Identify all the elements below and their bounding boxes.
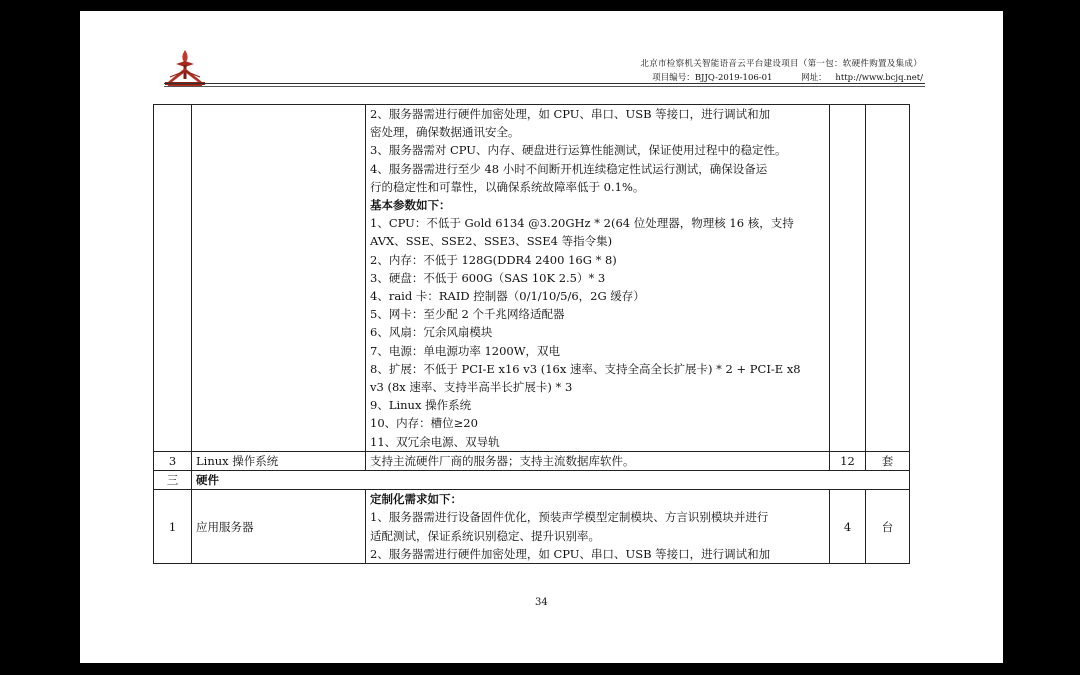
item-quantity: 4 (830, 490, 866, 564)
table-row (154, 471, 910, 490)
description-line: 密处理，确保数据通讯安全。 (370, 125, 520, 140)
item-number (154, 105, 192, 452)
header-rule (164, 83, 925, 84)
description-line: 2、服务器需进行硬件加密处理，如 CPU、串口、USB 等接口，进行调试和加 (370, 546, 771, 561)
item-quantity: 12 (830, 451, 866, 470)
description-line: 1、CPU：不低于 Gold 6134 @3.20GHz * 2(64 位处理器，物理核 16 核，支持 (370, 216, 794, 231)
item-unit: 套 (866, 451, 910, 470)
item-unit: 台 (866, 490, 910, 564)
description-line: 3、服务器需对 CPU、内存、硬盘进行运算性能测试，保证使用过程中的稳定性。 (370, 143, 787, 158)
table-row (154, 451, 910, 470)
section-title: 硬件 (192, 471, 910, 490)
table-row (154, 105, 910, 452)
spec-table (153, 104, 910, 564)
item-name: 应用服务器 (192, 490, 366, 564)
header-title: 北京市检察机关智能语音云平台建设项目（第一包：软硬件购置及集成） (640, 59, 922, 69)
item-description (366, 490, 830, 564)
item-quantity (830, 105, 866, 452)
description-line: 4、raid 卡：RAID 控制器（0/1/10/5/6，2G 缓存） (370, 289, 645, 304)
description-line: v3 (8x 速率、支持半高半长扩展卡) * 3 (370, 380, 573, 395)
description-line: 11、双冗余电源、双导轨 (370, 434, 500, 449)
website-label: 网址： (801, 73, 827, 83)
project-no-label: 项目编号： (652, 73, 695, 83)
description-line: 3、硬盘：不低于 600G（SAS 10K 2.5）* 3 (370, 270, 606, 285)
item-unit (866, 105, 910, 452)
item-description (366, 105, 830, 452)
project-no: BJJQ-2019-106-01 (694, 73, 773, 83)
section-number: 三 (154, 471, 192, 490)
page-number: 34 (535, 597, 548, 608)
description-line: 6、风扇：冗余风扇模块 (370, 325, 493, 340)
item-description (366, 451, 830, 470)
description-line: 2、服务器需进行硬件加密处理，如 CPU、串口、USB 等接口，进行调试和加 (370, 107, 771, 121)
description-line: 2、内存：不低于 128G(DDR4 2400 16G * 8) (370, 252, 617, 267)
description-line: 5、网卡：至少配 2 个千兆网络适配器 (370, 307, 565, 322)
item-number: 1 (154, 490, 192, 564)
item-name: Linux 操作系统 (192, 451, 366, 470)
description-line: 定制化需求如下： (370, 492, 462, 507)
header-rule-thin (164, 86, 925, 87)
header-meta (646, 71, 923, 83)
description-line: 适配测试，保证系统识别稳定、提升识别率。 (370, 528, 600, 543)
description-line: 支持主流硬件厂商的服务器；支持主流数据库软件。 (370, 453, 635, 468)
description-line: 行的稳定性和可靠性，以确保系统故障率低于 0.1%。 (370, 179, 645, 194)
description-line: 9、Linux 操作系统 (370, 398, 472, 413)
website-link[interactable]: http://www.bcjq.net/ (835, 73, 923, 83)
description-line: 7、电源：单电源功率 1200W，双电 (370, 343, 561, 358)
description-line: 1、服务器需进行设备固件优化，预装声学模型定制模块、方言识别模块并进行 (370, 510, 769, 525)
table-row (154, 490, 910, 564)
description-line: 4、服务器需进行至少 48 小时不间断开机连续稳定性试运行测试，确保设备运 (370, 161, 768, 176)
description-line: 8、扩展：不低于 PCI-E x16 v3 (16x 速率、支持全高全长扩展卡) * 2 + PCI-E x8 (370, 361, 801, 376)
description-line: 基本参数如下： (370, 198, 451, 213)
item-name (192, 105, 366, 452)
description-line: AVX、SSE、SSE2、SSE3、SSE4 等指令集) (370, 234, 613, 249)
item-number: 3 (154, 451, 192, 470)
description-line: 10、内存：槽位≥20 (370, 416, 478, 431)
document-page (80, 11, 1003, 663)
